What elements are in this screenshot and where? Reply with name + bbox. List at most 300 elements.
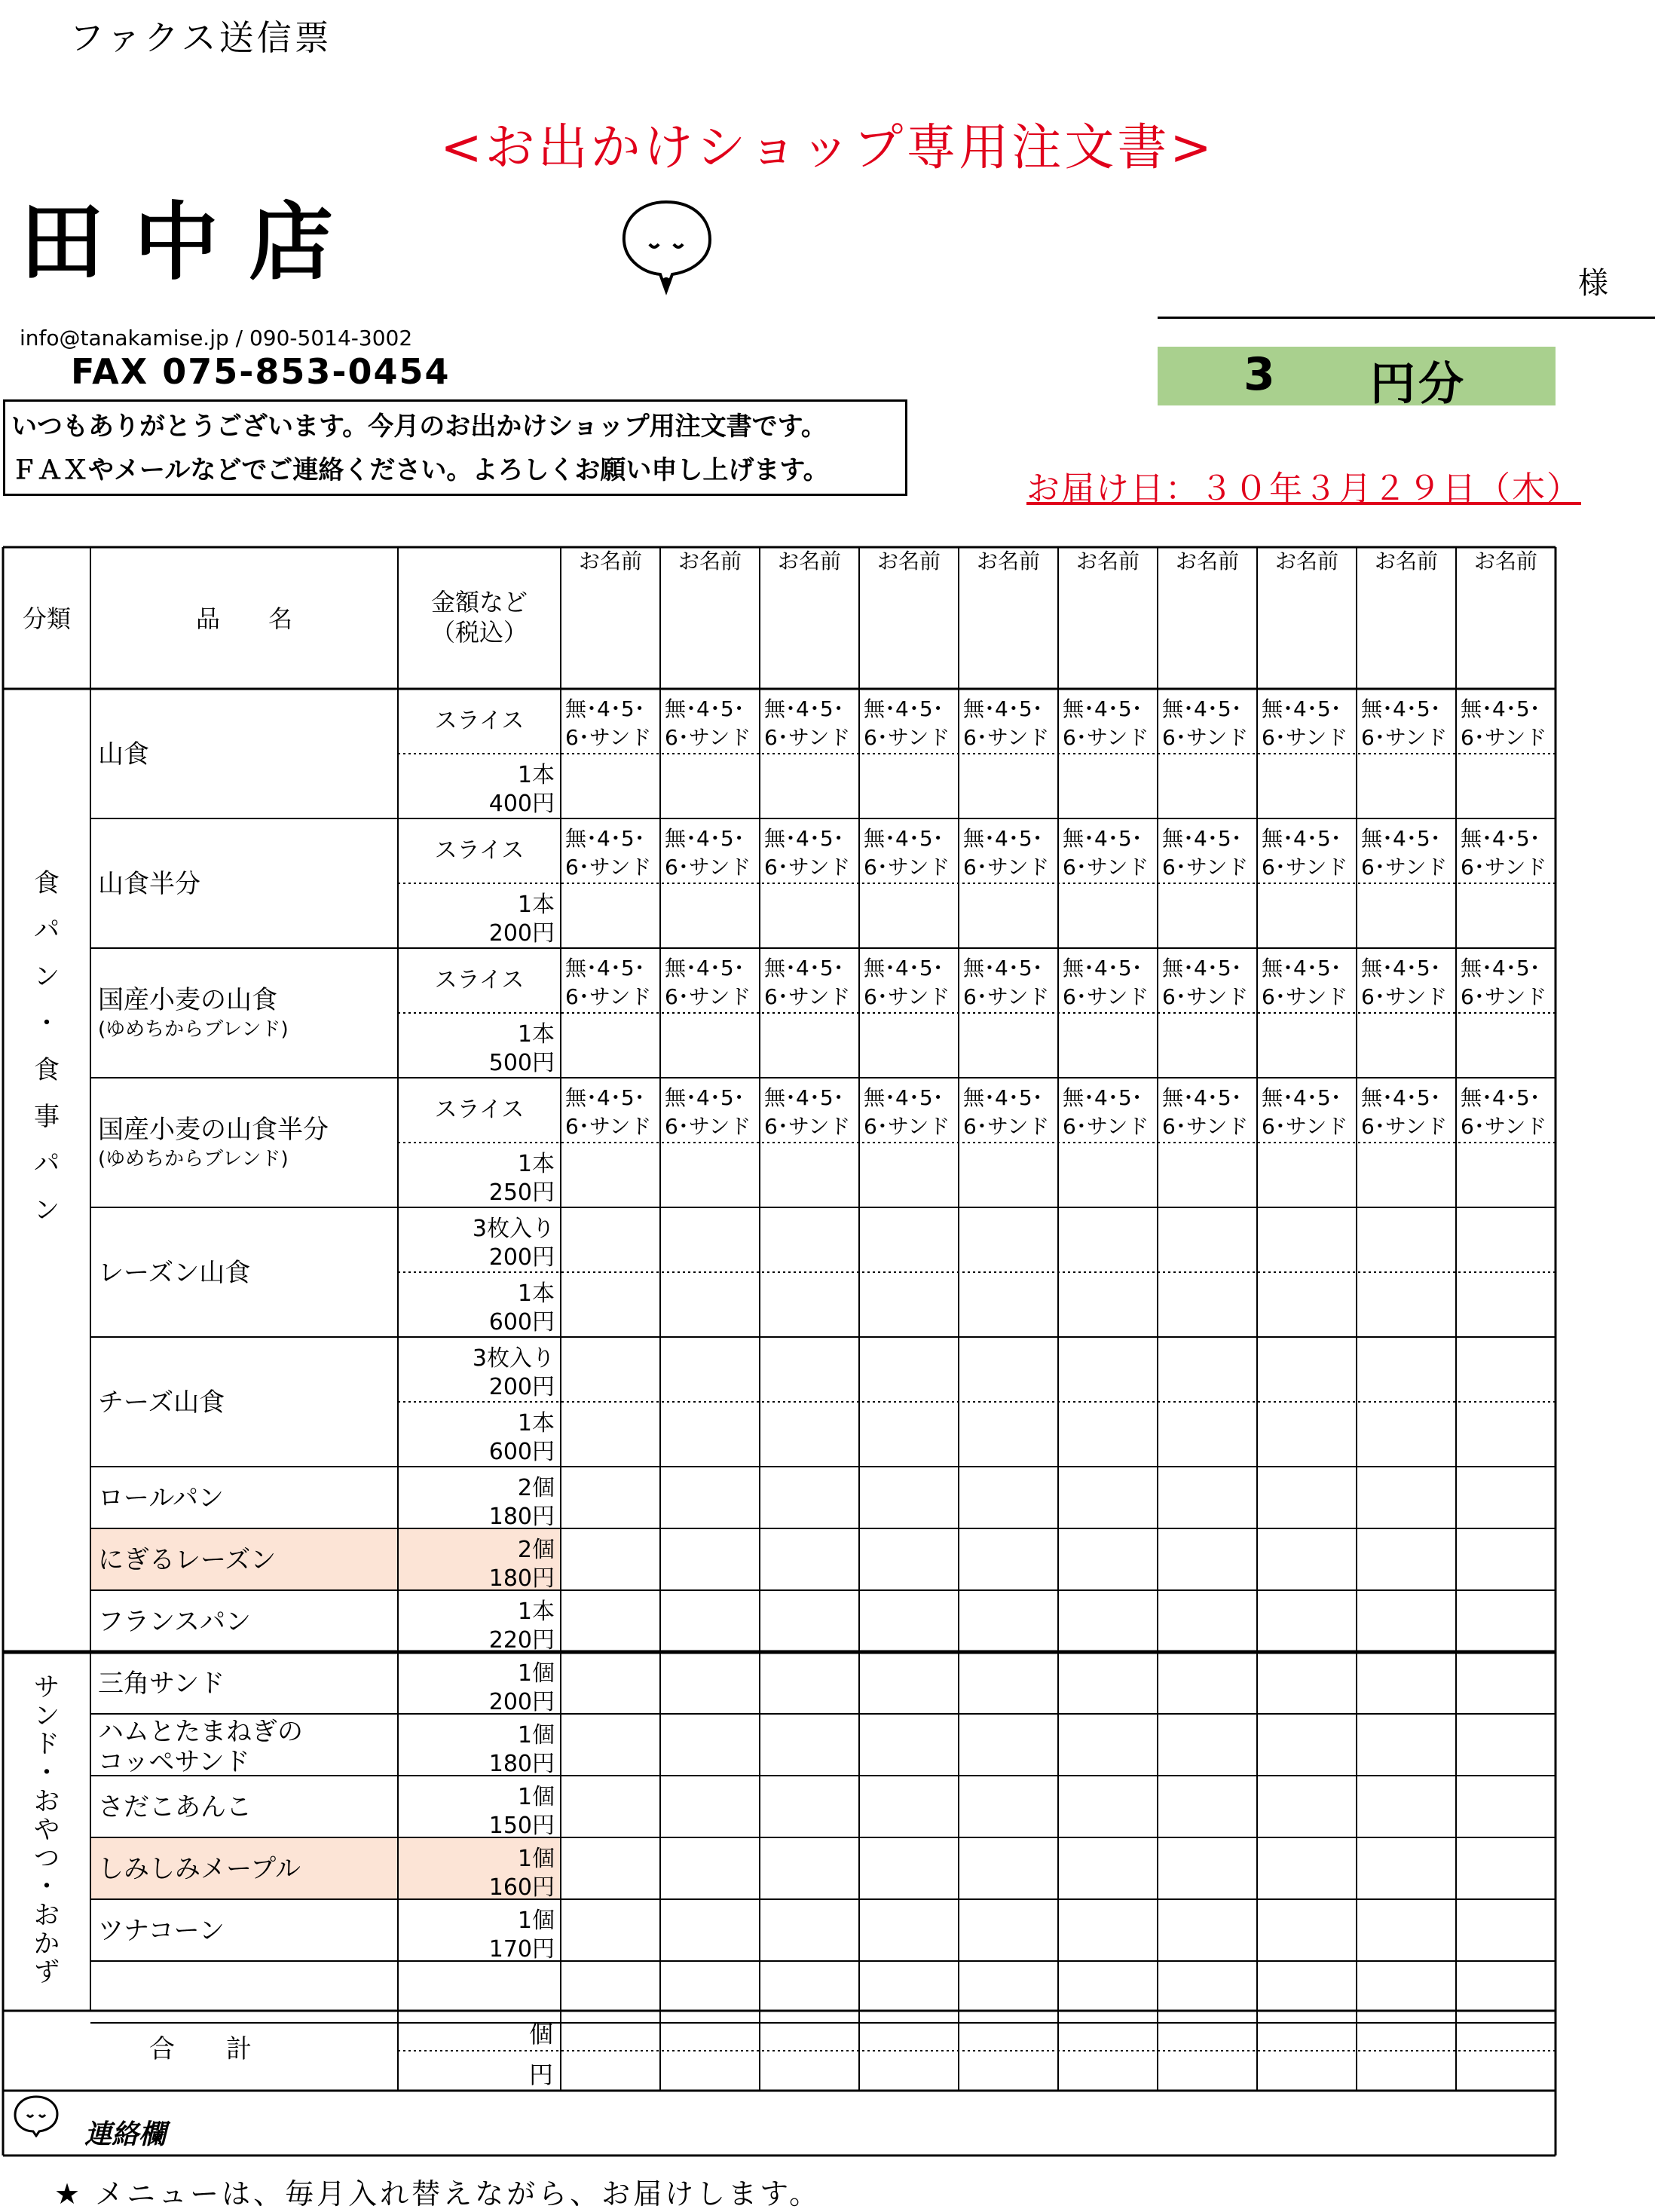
order-cell[interactable]	[1257, 689, 1357, 754]
order-cell[interactable]	[561, 1272, 660, 1337]
category-label-char: 事	[34, 1102, 60, 1132]
order-cell[interactable]	[1357, 1528, 1456, 1590]
order-cell[interactable]	[760, 689, 859, 754]
order-cell[interactable]	[1158, 754, 1257, 818]
price-quantity: 1本	[517, 762, 555, 788]
order-cell[interactable]	[1257, 1652, 1357, 1714]
order-cell[interactable]	[1058, 1013, 1158, 1078]
order-cell[interactable]	[1357, 818, 1456, 883]
order-cell[interactable]	[561, 754, 660, 818]
order-cell[interactable]	[660, 1590, 760, 1652]
order-cell[interactable]	[1058, 1714, 1158, 1776]
order-cell[interactable]	[660, 1837, 760, 1899]
order-cell[interactable]	[1158, 689, 1257, 754]
order-cell[interactable]	[1257, 883, 1357, 948]
order-cell[interactable]	[1357, 1899, 1456, 1961]
price-value: 180円	[488, 1751, 555, 1777]
order-cell[interactable]	[760, 948, 859, 1013]
order-cell[interactable]	[859, 948, 959, 1013]
order-cell[interactable]	[1158, 948, 1257, 1013]
item-sub: (ゆめちからブレンド)	[98, 1018, 289, 1041]
order-cell[interactable]	[561, 1078, 660, 1143]
order-cell[interactable]	[1357, 1837, 1456, 1899]
order-cell[interactable]	[859, 754, 959, 818]
order-cell[interactable]	[1158, 1467, 1257, 1528]
price-value: 400円	[488, 791, 555, 817]
order-cell[interactable]	[859, 1837, 959, 1899]
order-cell[interactable]	[760, 1714, 859, 1776]
order-cell[interactable]	[1058, 1467, 1158, 1528]
order-cell[interactable]	[1058, 1899, 1158, 1961]
order-cell[interactable]	[959, 1467, 1058, 1528]
order-cell[interactable]	[760, 883, 859, 948]
order-cell[interactable]	[1058, 948, 1158, 1013]
total-yen-cell[interactable]	[1058, 2051, 1158, 2091]
order-cell[interactable]	[1456, 1143, 1556, 1207]
order-cell[interactable]	[561, 1337, 660, 1402]
item-name: 山食半分	[98, 869, 200, 899]
price-value: 150円	[488, 1813, 555, 1839]
order-cell[interactable]	[760, 1143, 859, 1207]
order-cell[interactable]	[1456, 1837, 1556, 1899]
order-cell[interactable]	[561, 818, 660, 883]
order-cell[interactable]	[959, 1272, 1058, 1337]
total-yen-cell[interactable]	[859, 2051, 959, 2091]
price-value: 180円	[488, 1565, 555, 1592]
order-cell[interactable]	[1158, 1143, 1257, 1207]
order-cell[interactable]	[1456, 1652, 1556, 1714]
order-cell[interactable]	[760, 1207, 859, 1272]
category-label-char: お	[34, 1900, 60, 1931]
order-cell[interactable]	[1158, 1402, 1257, 1467]
order-cell[interactable]	[760, 1272, 859, 1337]
order-cell[interactable]	[1158, 1337, 1257, 1402]
order-cell[interactable]	[859, 1143, 959, 1207]
order-cell[interactable]	[959, 1652, 1058, 1714]
order-cell[interactable]	[760, 1899, 859, 1961]
price-quantity: 1本	[517, 1021, 555, 1048]
order-cell[interactable]	[859, 1207, 959, 1272]
order-cell[interactable]	[1257, 1590, 1357, 1652]
order-cell[interactable]	[561, 689, 660, 754]
order-cell[interactable]	[561, 1402, 660, 1467]
order-cell[interactable]	[660, 1337, 760, 1402]
order-cell[interactable]	[1357, 1402, 1456, 1467]
price-quantity: 1本	[517, 892, 555, 918]
order-cell[interactable]	[660, 1078, 760, 1143]
order-cell[interactable]	[660, 1714, 760, 1776]
order-cell[interactable]	[1357, 1337, 1456, 1402]
message-line-2: ＦＡＸやメールなどでご連絡ください。よろしくお願い申し上げます。	[11, 455, 829, 485]
total-yen-cell[interactable]	[1158, 2051, 1257, 2091]
total-yen-cell[interactable]	[1257, 2051, 1357, 2091]
order-cell[interactable]	[1357, 1590, 1456, 1652]
order-cell[interactable]	[959, 1337, 1058, 1402]
order-cell[interactable]	[1456, 948, 1556, 1013]
order-cell[interactable]	[959, 1207, 1058, 1272]
order-cell[interactable]	[1357, 754, 1456, 818]
order-cell[interactable]	[1158, 1714, 1257, 1776]
order-cell[interactable]	[1058, 1652, 1158, 1714]
order-cell[interactable]	[660, 1899, 760, 1961]
order-cell[interactable]	[859, 818, 959, 883]
total-count-cell[interactable]	[660, 2011, 760, 2051]
order-cell[interactable]	[859, 1337, 959, 1402]
header-item-name: 品 名	[195, 604, 293, 633]
price-value: 220円	[488, 1627, 555, 1654]
order-cell[interactable]	[660, 1652, 760, 1714]
order-cell[interactable]	[1257, 1714, 1357, 1776]
item-name: 山食	[98, 739, 149, 769]
order-cell[interactable]	[1357, 1013, 1456, 1078]
price-value: 160円	[488, 1874, 555, 1901]
price-quantity: 3枚入り	[472, 1216, 555, 1242]
header-customer-name: お名前	[876, 549, 941, 574]
item-name: しみしみメープル	[98, 1854, 301, 1884]
item-sub: (ゆめちからブレンド)	[98, 1148, 289, 1170]
total-yen-cell[interactable]	[660, 2051, 760, 2091]
price-quantity: 3枚入り	[472, 1345, 555, 1372]
item-name: ハムとたまねぎの	[98, 1717, 303, 1747]
order-cell[interactable]	[1257, 1528, 1357, 1590]
order-cell[interactable]	[1456, 754, 1556, 818]
order-cell[interactable]	[959, 1528, 1058, 1590]
total-label: 合 計	[149, 2034, 252, 2064]
order-cell[interactable]	[859, 1528, 959, 1590]
order-cell[interactable]	[660, 1467, 760, 1528]
item-sub: コッペサンド	[98, 1747, 250, 1777]
order-cell[interactable]	[859, 1078, 959, 1143]
order-cell[interactable]	[1158, 1899, 1257, 1961]
order-cell[interactable]	[1058, 754, 1158, 818]
price-value: 600円	[488, 1439, 555, 1465]
order-cell[interactable]	[760, 1528, 859, 1590]
fax-number: FAX 075-853-0454	[71, 351, 451, 392]
order-cell[interactable]	[859, 1776, 959, 1837]
order-cell[interactable]	[959, 883, 1058, 948]
order-cell[interactable]	[1357, 1714, 1456, 1776]
order-cell[interactable]	[561, 1590, 660, 1652]
order-cell[interactable]	[561, 1528, 660, 1590]
price-value: 200円	[488, 1689, 555, 1715]
order-cell[interactable]	[760, 754, 859, 818]
category-label-char: ン	[34, 1700, 60, 1731]
category-label-char: ・	[34, 1008, 60, 1039]
price-quantity: 1個	[517, 1908, 555, 1934]
order-cell[interactable]	[1058, 1837, 1158, 1899]
order-cell[interactable]	[760, 1776, 859, 1837]
order-cell[interactable]	[1058, 1207, 1158, 1272]
message-line-1: いつもありがとうございます。今月のお出かけショップ用注文書です。	[11, 411, 827, 442]
order-cell[interactable]	[1058, 1337, 1158, 1402]
order-cell[interactable]	[1456, 1714, 1556, 1776]
price-slice-label: スライス	[434, 1097, 525, 1123]
order-cell[interactable]	[1158, 1837, 1257, 1899]
order-cell[interactable]	[760, 1590, 859, 1652]
order-cell[interactable]	[959, 1776, 1058, 1837]
price-slice-label: スライス	[434, 837, 525, 864]
item-name: にぎるレーズン	[98, 1545, 277, 1575]
category-label-char: か	[34, 1929, 60, 1960]
header-customer-name: お名前	[1374, 549, 1439, 574]
total-yen-cell[interactable]	[561, 2051, 660, 2091]
order-cell[interactable]	[1158, 1652, 1257, 1714]
order-cell[interactable]	[1456, 1467, 1556, 1528]
category-label-char: サ	[34, 1672, 60, 1703]
order-cell[interactable]	[660, 1776, 760, 1837]
item-name: チーズ山食	[98, 1387, 225, 1418]
order-cell[interactable]	[561, 1143, 660, 1207]
total-count-cell[interactable]	[959, 2011, 1058, 2051]
order-cell[interactable]	[1158, 1207, 1257, 1272]
order-cell[interactable]	[760, 1078, 859, 1143]
order-cell[interactable]	[1357, 1467, 1456, 1528]
order-cell[interactable]	[1357, 1652, 1456, 1714]
order-cell[interactable]	[1456, 1776, 1556, 1837]
price-value: 200円	[488, 920, 555, 947]
order-cell[interactable]	[1257, 1837, 1357, 1899]
category-label-char: や	[34, 1815, 60, 1846]
order-cell[interactable]	[1058, 1402, 1158, 1467]
order-cell[interactable]	[660, 1207, 760, 1272]
order-cell[interactable]	[959, 1590, 1058, 1652]
item-name: ツナコーン	[98, 1916, 225, 1946]
order-cell[interactable]	[859, 1272, 959, 1337]
order-cell[interactable]	[760, 1013, 859, 1078]
order-cell[interactable]	[959, 1013, 1058, 1078]
order-cell[interactable]	[1456, 1899, 1556, 1961]
price-quantity: 2個	[517, 1537, 555, 1563]
order-cell[interactable]	[1158, 1013, 1257, 1078]
order-cell[interactable]	[1257, 1078, 1357, 1143]
month-number: 3	[1244, 348, 1275, 401]
order-cell[interactable]	[1158, 1776, 1257, 1837]
order-cell[interactable]	[1357, 1207, 1456, 1272]
order-cell[interactable]	[859, 689, 959, 754]
item-name: ロールパン	[98, 1483, 224, 1513]
total-yen-cell[interactable]	[760, 2051, 859, 2091]
total-count-cell[interactable]	[1257, 2011, 1357, 2051]
price-value: 500円	[488, 1050, 555, 1076]
order-cell[interactable]	[1357, 948, 1456, 1013]
month-label: 円分	[1370, 358, 1467, 411]
order-cell[interactable]	[959, 1714, 1058, 1776]
order-cell[interactable]	[1357, 1776, 1456, 1837]
total-count-cell[interactable]	[1158, 2011, 1257, 2051]
order-cell[interactable]	[1257, 1143, 1357, 1207]
total-count-cell[interactable]	[1357, 2011, 1456, 2051]
order-cell[interactable]	[959, 754, 1058, 818]
order-cell[interactable]	[859, 1013, 959, 1078]
order-cell[interactable]	[561, 1207, 660, 1272]
order-cell[interactable]	[1158, 883, 1257, 948]
order-cell[interactable]	[660, 818, 760, 883]
order-cell[interactable]	[1158, 1078, 1257, 1143]
category-label-char: パ	[34, 1149, 60, 1179]
price-quantity: 1個	[517, 1722, 555, 1748]
order-cell[interactable]	[660, 754, 760, 818]
order-cell[interactable]	[959, 1078, 1058, 1143]
total-yen-cell[interactable]	[959, 2051, 1058, 2091]
order-cell[interactable]	[660, 1013, 760, 1078]
header-customer-name: お名前	[976, 549, 1041, 574]
order-cell[interactable]	[859, 1652, 959, 1714]
order-cell[interactable]	[561, 1714, 660, 1776]
category-label-char: お	[34, 1786, 60, 1817]
header-customer-name: お名前	[578, 549, 643, 574]
order-cell[interactable]	[1257, 1013, 1357, 1078]
order-cell[interactable]	[1456, 1013, 1556, 1078]
delivery-date: お届け日：３０年３月２９日（木）	[1026, 470, 1581, 508]
order-cell[interactable]	[561, 1899, 660, 1961]
price-quantity: 1本	[517, 1599, 555, 1625]
category-label-char: 食	[34, 868, 60, 898]
order-cell[interactable]	[561, 1467, 660, 1528]
order-cell[interactable]	[1058, 689, 1158, 754]
order-cell[interactable]	[1257, 1776, 1357, 1837]
order-cell[interactable]	[859, 883, 959, 948]
order-cell[interactable]	[760, 1467, 859, 1528]
category-label-char: つ	[34, 1843, 60, 1874]
order-cell[interactable]	[1058, 1528, 1158, 1590]
order-cell[interactable]	[1058, 818, 1158, 883]
order-cell[interactable]	[1257, 1467, 1357, 1528]
order-cell[interactable]	[1058, 1590, 1158, 1652]
item-name: フランスパン	[98, 1607, 251, 1637]
order-cell[interactable]	[760, 1337, 859, 1402]
order-cell[interactable]	[959, 1143, 1058, 1207]
order-cell[interactable]	[1257, 1899, 1357, 1961]
order-cell[interactable]	[1357, 1078, 1456, 1143]
order-cell[interactable]	[859, 1590, 959, 1652]
order-cell[interactable]	[660, 948, 760, 1013]
category-label-char: ン	[34, 962, 60, 992]
header-customer-name: お名前	[1175, 549, 1240, 574]
order-cell[interactable]	[760, 1402, 859, 1467]
form-title: <お出かけショップ専用注文書>	[440, 118, 1215, 176]
total-yen-cell[interactable]	[1357, 2051, 1456, 2091]
order-cell[interactable]	[760, 818, 859, 883]
header-customer-name: お名前	[1075, 549, 1140, 574]
order-cell[interactable]	[959, 818, 1058, 883]
order-cell[interactable]	[1456, 1337, 1556, 1402]
notes-label: 連絡欄	[84, 2119, 167, 2150]
order-cell[interactable]	[561, 883, 660, 948]
order-cell[interactable]	[1058, 1078, 1158, 1143]
category-label-char: ・	[34, 1871, 60, 1902]
order-cell[interactable]	[1456, 689, 1556, 754]
header-customer-name: お名前	[777, 549, 842, 574]
order-cell[interactable]	[959, 1837, 1058, 1899]
order-cell[interactable]	[561, 1837, 660, 1899]
order-cell[interactable]	[1158, 1590, 1257, 1652]
total-count-cell[interactable]	[561, 2011, 660, 2051]
total-count-cell[interactable]	[1456, 2011, 1556, 2051]
total-count-cell[interactable]	[859, 2011, 959, 2051]
order-cell[interactable]	[1456, 818, 1556, 883]
contact-info: info@tanakamise.jp / 090-5014-3002	[20, 326, 413, 350]
notes-row[interactable]	[3, 2091, 1556, 2155]
order-cell[interactable]	[660, 1528, 760, 1590]
order-cell[interactable]	[959, 1402, 1058, 1467]
item-name: 国産小麦の山食	[98, 985, 277, 1015]
order-cell[interactable]	[1456, 1528, 1556, 1590]
order-cell[interactable]	[1058, 1272, 1158, 1337]
order-cell[interactable]	[660, 1143, 760, 1207]
order-cell[interactable]	[561, 1776, 660, 1837]
fax-title: ファクス送信票	[69, 17, 332, 58]
order-cell[interactable]	[760, 1837, 859, 1899]
order-cell[interactable]	[1456, 1207, 1556, 1272]
order-cell[interactable]	[1257, 948, 1357, 1013]
order-cell[interactable]	[959, 689, 1058, 754]
order-cell[interactable]	[660, 883, 760, 948]
order-cell[interactable]	[1158, 1272, 1257, 1337]
order-cell[interactable]	[660, 1272, 760, 1337]
order-cell[interactable]	[1058, 1143, 1158, 1207]
order-cell[interactable]	[1158, 818, 1257, 883]
order-cell[interactable]	[1257, 1272, 1357, 1337]
order-cell[interactable]	[1058, 883, 1158, 948]
order-cell[interactable]	[1257, 818, 1357, 883]
category-label-char: ・	[34, 1758, 60, 1788]
price-quantity: 1個	[517, 1846, 555, 1872]
order-cell[interactable]	[1456, 1078, 1556, 1143]
order-cell[interactable]	[1357, 689, 1456, 754]
order-cell[interactable]	[660, 689, 760, 754]
order-cell[interactable]	[859, 1714, 959, 1776]
order-cell[interactable]	[959, 948, 1058, 1013]
order-cell[interactable]	[859, 1402, 959, 1467]
order-cell[interactable]	[1456, 1402, 1556, 1467]
order-cell[interactable]	[1357, 883, 1456, 948]
order-cell[interactable]	[1257, 1337, 1357, 1402]
order-cell[interactable]	[859, 1899, 959, 1961]
order-cell[interactable]	[561, 948, 660, 1013]
category-label-char: ン	[34, 1195, 60, 1225]
order-cell[interactable]	[1257, 1402, 1357, 1467]
order-cell[interactable]	[561, 1652, 660, 1714]
order-cell[interactable]	[1456, 883, 1556, 948]
total-count-cell[interactable]	[1058, 2011, 1158, 2051]
order-cell[interactable]	[1158, 1528, 1257, 1590]
order-cell[interactable]	[1257, 754, 1357, 818]
sama-label: 様	[1578, 266, 1608, 301]
total-count-cell[interactable]	[760, 2011, 859, 2051]
total-unit-count: 個	[528, 2020, 553, 2048]
order-cell[interactable]	[1357, 1272, 1456, 1337]
price-value: 180円	[488, 1504, 555, 1530]
order-cell[interactable]	[1456, 1590, 1556, 1652]
item-name: 国産小麦の山食半分	[98, 1115, 329, 1145]
order-cell[interactable]	[1257, 1207, 1357, 1272]
header-tax: （税込）	[430, 618, 528, 647]
header-customer-name: お名前	[1473, 549, 1538, 574]
order-cell[interactable]	[859, 1467, 959, 1528]
order-cell[interactable]	[760, 1652, 859, 1714]
item-name: 三角サンド	[98, 1669, 225, 1699]
order-cell[interactable]	[959, 1899, 1058, 1961]
price-quantity: 1個	[517, 1660, 555, 1687]
order-cell[interactable]	[1058, 1776, 1158, 1837]
order-cell[interactable]	[660, 1402, 760, 1467]
category-label-char: 食	[34, 1055, 60, 1085]
order-cell[interactable]	[1357, 1143, 1456, 1207]
order-cell[interactable]	[1456, 1272, 1556, 1337]
header-category: 分類	[22, 604, 72, 633]
total-yen-cell[interactable]	[1456, 2051, 1556, 2091]
order-cell[interactable]	[561, 1013, 660, 1078]
